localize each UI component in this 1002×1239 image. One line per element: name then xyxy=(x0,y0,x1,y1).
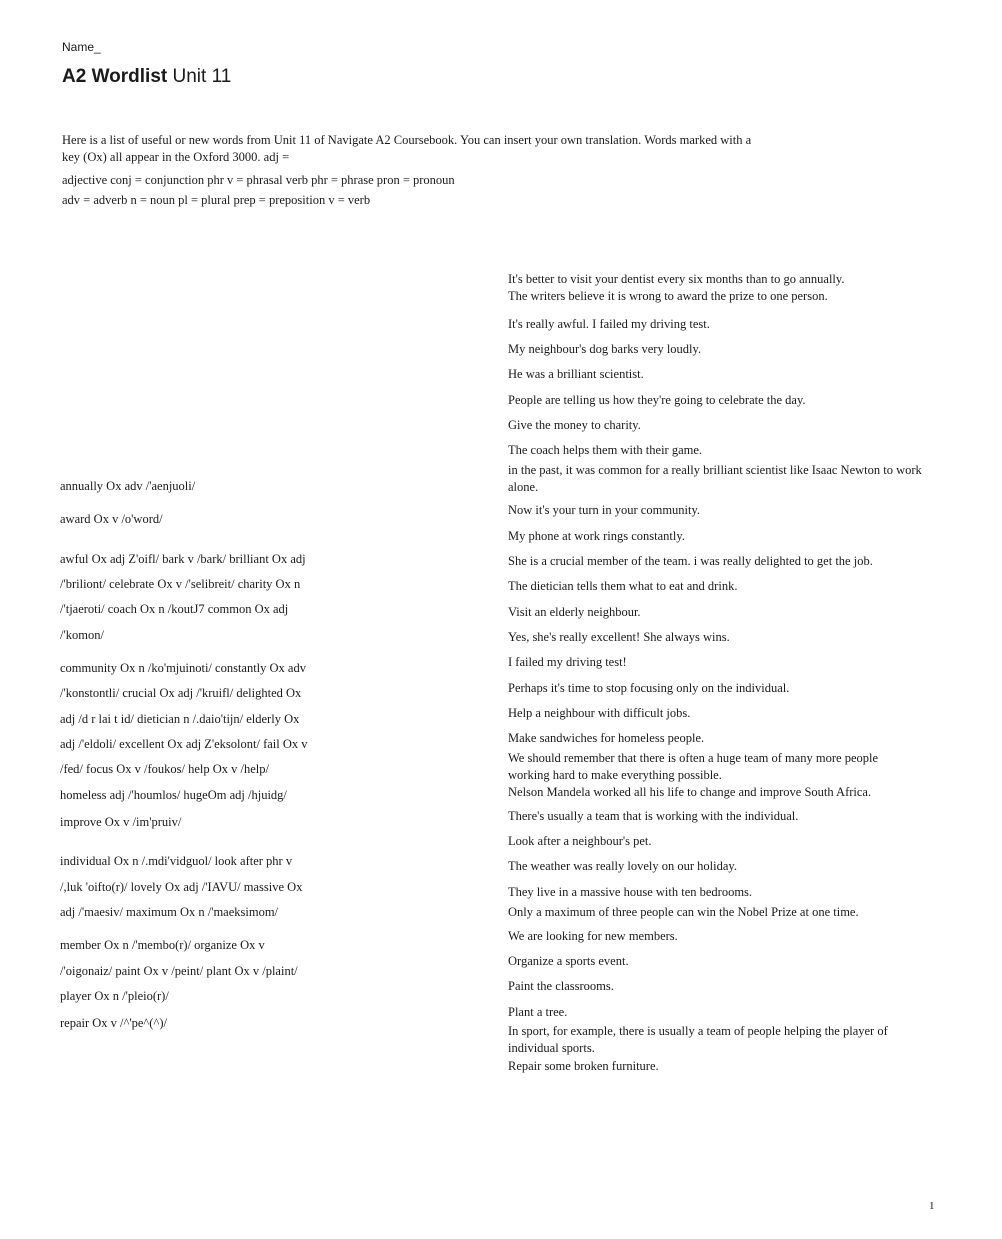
wordlist-line: community Ox n /ko'mjuinoti/ constantly Ox adv xyxy=(60,661,306,675)
example-sentence: The writers believe it is wrong to award the prize to one person. xyxy=(508,289,828,303)
example-sentence: Nelson Mandela worked all his life to change and improve South Africa. xyxy=(508,785,872,799)
example-sentence: He was a brilliant scientist. xyxy=(508,367,644,381)
wordlist-line: /'komon/ xyxy=(60,628,104,642)
wordlist-line: player Ox n /'pleio(r)/ xyxy=(60,989,169,1003)
title-bold: A2 Wordlist xyxy=(62,66,168,87)
example-sentence: It's really awful. I failed my driving test. xyxy=(508,317,710,331)
intro-line: key (Ox) all appear in the Oxford 3000. adj = xyxy=(62,150,290,164)
wordlist-line: adj /'maesiv/ maximum Ox n /'maeksimom/ xyxy=(60,905,279,919)
example-sentence: Look after a neighbour's pet. xyxy=(508,834,652,848)
example-sentence: Repair some broken furniture. xyxy=(508,1059,659,1073)
wordlist-line: /'konstontli/ crucial Ox adj /'kruifl/ delighted Ox xyxy=(60,686,302,700)
example-sentence: The coach helps them with their game. xyxy=(508,443,703,457)
wordlist-line: individual Ox n /.mdi'vidguol/ look after phr v xyxy=(60,854,293,868)
page-number: 1 xyxy=(929,1200,935,1212)
example-sentence: My neighbour's dog barks very loudly. xyxy=(508,342,702,356)
wordlist-line: adj /'eldoli/ excellent Ox adj Z'eksolont/ fail Ox v xyxy=(60,737,308,751)
example-sentence: Visit an elderly neighbour. xyxy=(508,605,641,619)
example-sentence: People are telling us how they're going to celebrate the day. xyxy=(508,393,806,407)
title-unit: Unit 11 xyxy=(167,66,232,87)
example-sentence: Make sandwiches for homeless people. xyxy=(508,731,705,745)
example-sentence: Yes, she's really excellent! She always wins. xyxy=(508,630,730,644)
wordlist-line: /'briliont/ celebrate Ox v /'selibreit/ charity Ox n xyxy=(60,577,301,591)
example-sentence: We should remember that there is often a huge team of many more people working hard to make everything possible. xyxy=(508,751,879,782)
example-sentence: Organize a sports event. xyxy=(508,954,629,968)
abbreviations-line: adjective conj = conjunction phr v = phrasal verb phr = phrase pron = pronoun xyxy=(62,173,455,187)
example-sentence: The dietician tells them what to eat and drink. xyxy=(508,579,738,593)
document-title xyxy=(62,66,231,88)
example-sentence: It's better to visit your dentist every six months than to go annually. xyxy=(508,272,845,286)
wordlist-line: homeless adj /'houmlos/ hugeOm adj /hjuidg/ xyxy=(60,788,287,802)
example-sentence: Only a maximum of three people can win the Nobel Prize at one time. xyxy=(508,905,859,919)
abbreviations-line: adv = adverb n = noun pl = plural prep = preposition v = verb xyxy=(62,193,371,207)
example-sentence: My phone at work rings constantly. xyxy=(508,529,685,543)
example-sentence: In sport, for example, there is usually a team of people helping the player of individual sports. xyxy=(508,1024,888,1055)
wordlist-line: adj /d r lai t id/ dietician n /.daio'tijn/ elderly Ox xyxy=(60,712,300,726)
example-sentence: We are looking for new members. xyxy=(508,929,678,943)
example-sentence: in the past, it was common for a really brilliant scientist like Isaac Newton to work alone. xyxy=(508,463,922,494)
wordlist-line: repair Ox v /^'pe^(^)/ xyxy=(60,1016,167,1030)
example-sentence: The weather was really lovely on our holiday. xyxy=(508,859,737,873)
intro-line: Here is a list of useful or new words from Unit 11 of Navigate A2 Coursebook. You can insert your own translation. Words marked with a xyxy=(62,133,752,147)
wordlist-line: annually Ox adv /'aenjuoli/ xyxy=(60,479,196,493)
example-sentence: They live in a massive house with ten bedrooms. xyxy=(508,885,753,899)
intro-paragraph xyxy=(62,132,822,166)
wordlist-line: award Ox v /o'word/ xyxy=(60,512,163,526)
example-sentence: There's usually a team that is working with the individual. xyxy=(508,809,799,823)
wordlist-line: awful Ox adj Z'oifl/ bark v /bark/ brilliant Ox adj xyxy=(60,552,306,566)
example-sentence: Perhaps it's time to stop focusing only on the individual. xyxy=(508,681,790,695)
wordlist-line: /fed/ focus Ox v /foukos/ help Ox v /help/ xyxy=(60,762,269,776)
example-sentence: Plant a tree. xyxy=(508,1005,568,1019)
wordlist-line: /'tjaeroti/ coach Ox n /koutJ7 common Ox adj xyxy=(60,602,289,616)
example-sentence: Paint the classrooms. xyxy=(508,979,614,993)
example-sentence: Give the money to charity. xyxy=(508,418,641,432)
example-sentence: I failed my driving test! xyxy=(508,655,627,669)
example-sentence: Help a neighbour with difficult jobs. xyxy=(508,706,691,720)
example-sentence: Now it's your turn in your community. xyxy=(508,503,701,517)
wordlist-line: member Ox n /'membo(r)/ organize Ox v xyxy=(60,938,265,952)
wordlist-line: improve Ox v /im'pruiv/ xyxy=(60,815,182,829)
example-sentence: She is a crucial member of the team. i was really delighted to get the job. xyxy=(508,554,873,568)
wordlist-line: /'oigonaiz/ paint Ox v /peint/ plant Ox v /plaint/ xyxy=(60,964,298,978)
name-label: Name_ xyxy=(62,40,101,54)
wordlist-line: /,luk 'oifto(r)/ lovely Ox adj /'IAVU/ massive Ox xyxy=(60,880,303,894)
